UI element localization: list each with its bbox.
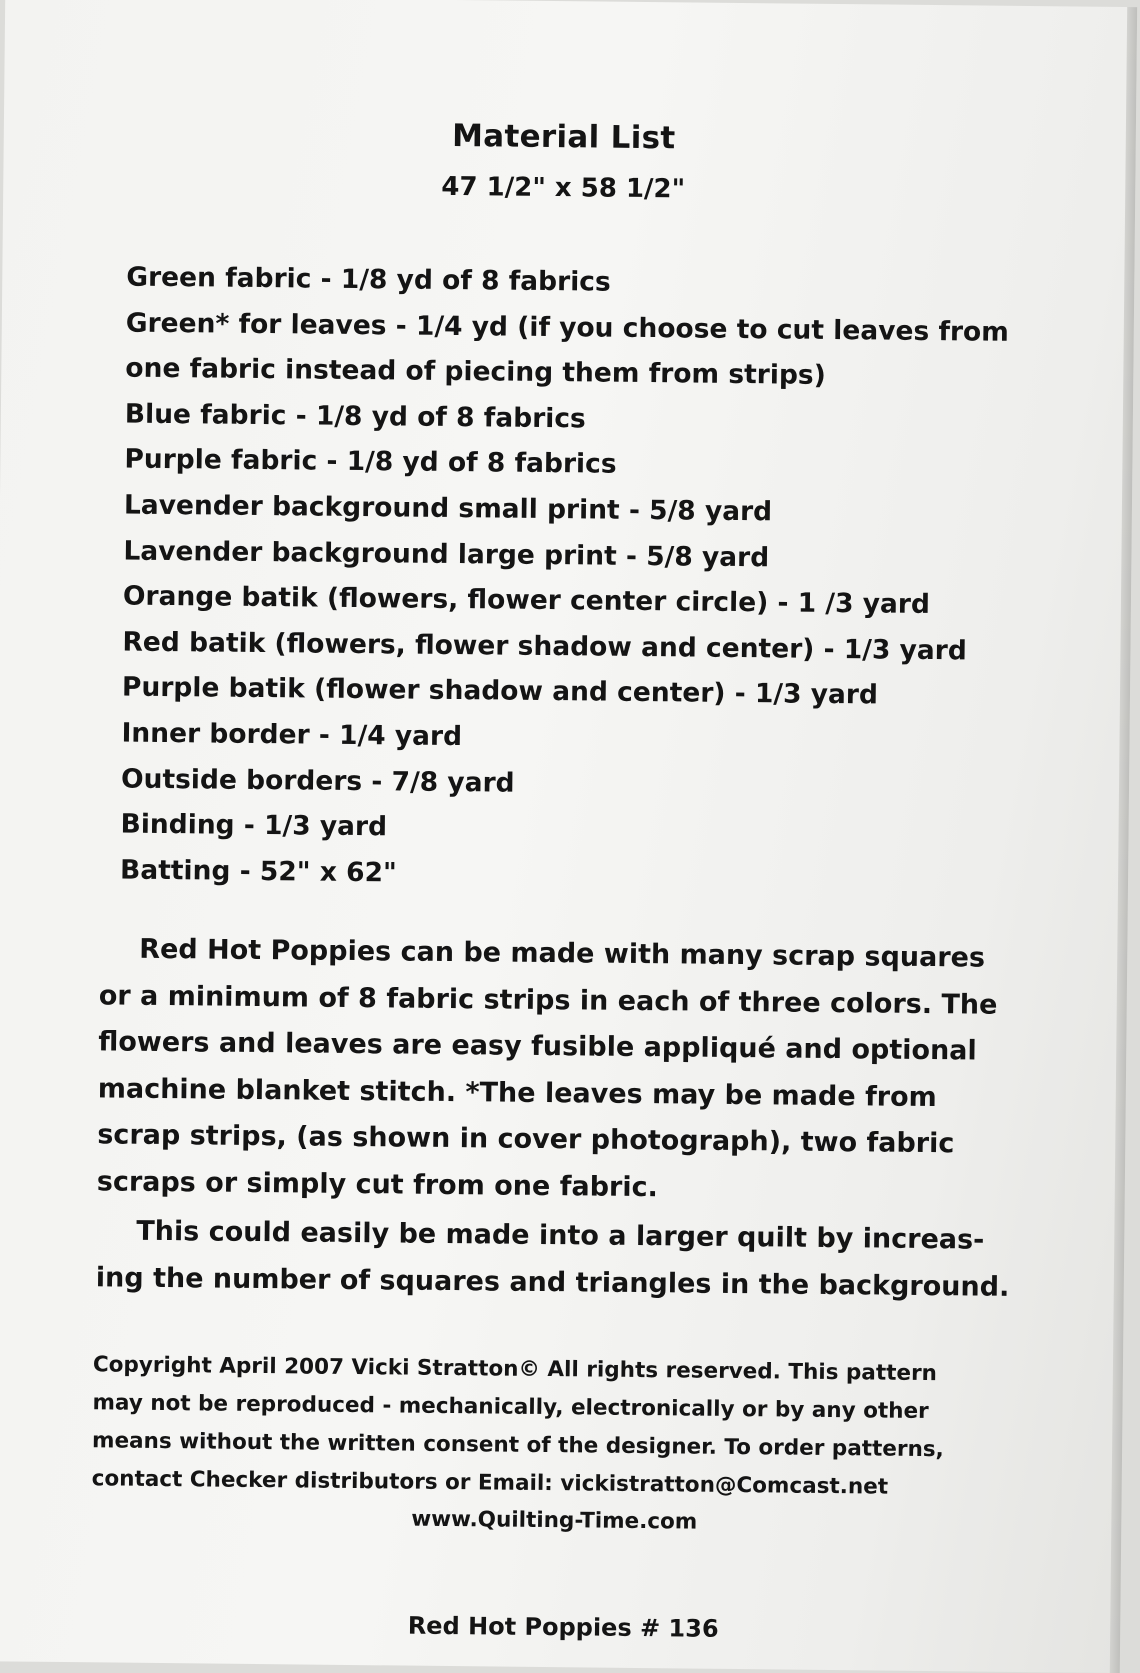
quilt-dimensions: 47 1/2" x 58 1/2" [441,171,686,205]
material-item: Batting - 52" x 62" [119,854,397,889]
material-item: Binding - 1/3 yard [120,808,388,843]
larger-quilt-line: This could easily be made into a larger quilt by increas- [136,1215,985,1256]
material-item: Purple batik (flower shadow and center) - 1/3 yard [121,671,879,711]
copyright-line: contact Checker distributors or Email: vickistratton@Comcast.net [91,1466,889,1500]
material-item: one fabric instead of piecing them from strips) [125,352,826,392]
copyright-notice [92,1346,1014,1508]
material-item: Inner border - 1/4 yard [121,717,463,753]
material-item: Outside borders - 7/8 yard [120,763,515,799]
larger-quilt-line: ing the number of squares and triangles in the background. [95,1261,1010,1303]
material-list [120,255,1027,903]
material-item: Purple fabric - 1/8 yd of 8 fabrics [124,443,617,481]
description-line: flowers and leaves are easy fusible appliqué and optional [98,1026,977,1067]
copyright-line: may not be reproduced - mechanically, electronically or by any other [92,1390,929,1425]
website-link: www.Quilting-Time.com [411,1506,698,1535]
description-line: or a minimum of 8 fabric strips in each of three colors. The [98,979,998,1021]
description-line: Red Hot Poppies can be made with many scrap squares [139,933,986,974]
description-line: machine blanket stitch. *The leaves may be made from [97,1073,937,1113]
material-item: Red batik (flowers, flower shadow and center) - 1/3 yard [122,626,967,667]
copyright-line: means without the written consent of the designer. To order patterns, [91,1428,944,1463]
material-item: Green* for leaves - 1/4 yd (if you choose to cut leaves from [125,307,1010,348]
page-footer: Red Hot Poppies # 136 [407,1611,719,1643]
material-item: Orange batik (flowers, flower center circle) - 1 /3 yard [122,580,931,621]
copyright-line: Copyright April 2007 Vicki Stratton© All rights reserved. This pattern [92,1352,938,1387]
larger-quilt-paragraph [96,1208,1017,1311]
material-item: Lavender background small print - 5/8 yard [123,489,773,528]
page-title: Material List [451,117,676,157]
material-item: Blue fabric - 1/8 yd of 8 fabrics [124,398,586,435]
description-paragraph [97,926,1020,1215]
material-item: Green fabric - 1/8 yd of 8 fabrics [126,261,611,298]
description-line: scrap strips, (as shown in cover photograph), two fabric [97,1119,955,1160]
page-edge [1110,7,1137,1673]
material-item: Lavender background large print - 5/8 yard [123,535,770,573]
description-line: scraps or simply cut from one fabric. [96,1166,658,1204]
